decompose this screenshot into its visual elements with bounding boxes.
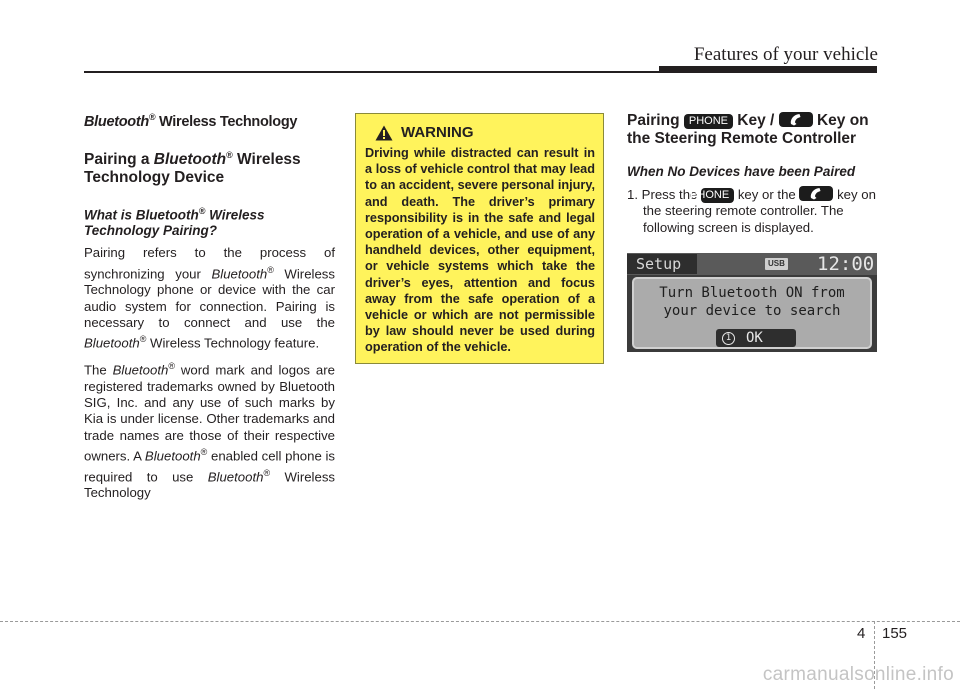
- no-devices-subheading: When No Devices have been Paired: [627, 164, 856, 179]
- text: key or the: [734, 187, 800, 202]
- bluetooth-word: Bluetooth: [84, 113, 149, 130]
- heading-rest: Wireless Technology Device: [84, 150, 301, 186]
- chapter-number: 4: [857, 625, 866, 642]
- bluetooth-word: Bluetooth: [207, 469, 264, 484]
- bluetooth-word: Bluetooth: [84, 335, 140, 351]
- screen-message: [634, 284, 870, 320]
- header-rule-thick: [659, 66, 877, 73]
- text: Wireless Technology phone or device with the car audio system for connection. Pairing is necessary to connect and use the: [84, 266, 335, 331]
- footer-rule: [0, 621, 960, 622]
- text: enabled cell phone is required to use: [84, 448, 336, 484]
- text: word mark and logos are registered trademarks owned by Bluetooth SIG, Inc. and any use of such marks by Kia is under license. Other trademarks and trade names are those of their respective owners. A: [84, 362, 335, 464]
- text: key on the steering remote controller. The following screen is displayed.: [643, 187, 876, 235]
- registered-mark: ®: [263, 467, 271, 478]
- text: Pairing refers to the process of synchronizing your: [84, 245, 335, 282]
- warning-header: [375, 124, 595, 141]
- watermark: carmanualsonline.info: [762, 664, 954, 685]
- text: Wireless Technology feature.: [146, 335, 320, 351]
- section-title-rest: Wireless Technology: [155, 113, 298, 130]
- bluetooth-word: Bluetooth: [112, 362, 169, 378]
- subheading-pre: What is Bluetooth: [84, 207, 199, 223]
- left-column: [84, 112, 335, 508]
- head-unit-screen: [627, 253, 877, 352]
- step-1: [627, 186, 879, 236]
- registered-mark: ®: [267, 264, 274, 275]
- ok-label: OK: [746, 330, 763, 346]
- phone-key: PHONE: [701, 188, 734, 203]
- message-line-1: Turn Bluetooth ON from: [659, 285, 845, 301]
- header-rule: [84, 71, 659, 73]
- page-number: 155: [882, 625, 908, 642]
- phone-handset-icon: [789, 113, 803, 126]
- warning-text: Driving while distracted can result in a loss of vehicle control that may lead to an accident, severe personal injury, and death. The driver’s primary responsibility is in the safe and legal operation of a vehicle, and use of any handheld devices, other equipment, or vehicle systems which take the driver’s eyes, attention and focus away from the safe operation of a vehicle or which are not permissible by law should never be used during operation of the vehicle.: [365, 146, 595, 355]
- screen-message-panel: [632, 277, 872, 349]
- registered-mark: ®: [226, 149, 233, 160]
- heading-post: Key on the Steering Remote Controller: [627, 112, 869, 147]
- heading-mid: Key /: [732, 112, 779, 129]
- call-key: [779, 112, 813, 127]
- phone-handset-icon: [809, 187, 823, 200]
- registered-mark: ®: [168, 361, 175, 372]
- text: The: [84, 362, 113, 378]
- right-column: [627, 112, 879, 236]
- bluetooth-word: Bluetooth: [153, 150, 227, 168]
- screen-clock: 12:00: [817, 253, 875, 275]
- warning-triangle-icon: [375, 125, 393, 141]
- registered-mark: ®: [148, 112, 156, 122]
- bluetooth-word: Bluetooth: [144, 448, 201, 464]
- section-title: [84, 112, 335, 130]
- registered-mark: ®: [198, 205, 206, 216]
- registered-mark: ®: [200, 446, 208, 457]
- subheading-rest: Wireless Technology Pairing?: [84, 207, 265, 239]
- text: 1. Press the: [627, 187, 702, 202]
- trademark-paragraph: [84, 358, 335, 502]
- screen-setup-label: Setup: [627, 254, 697, 274]
- what-is-pairing-subheading: [84, 203, 335, 240]
- warning-box: [355, 113, 604, 364]
- warning-title: WARNING: [401, 124, 474, 141]
- header-title: Features of your vehicle: [693, 44, 878, 65]
- phone-key: PHONE: [684, 114, 733, 129]
- pairing-paragraph: [84, 245, 335, 352]
- heading-pre: Pairing: [627, 112, 684, 129]
- bluetooth-word: Bluetooth: [211, 266, 268, 282]
- text: Wireless Technology: [84, 469, 336, 501]
- heading-pre: Pairing a: [84, 150, 154, 168]
- call-key: [799, 186, 833, 201]
- registered-mark: ®: [139, 334, 147, 345]
- pairing-heading: [84, 146, 335, 187]
- ok-button: [716, 329, 796, 347]
- ok-number-badge: 1: [722, 332, 735, 345]
- pairing-key-heading: [627, 112, 879, 148]
- message-line-2: your device to search: [663, 303, 841, 319]
- usb-badge: USB: [765, 258, 788, 270]
